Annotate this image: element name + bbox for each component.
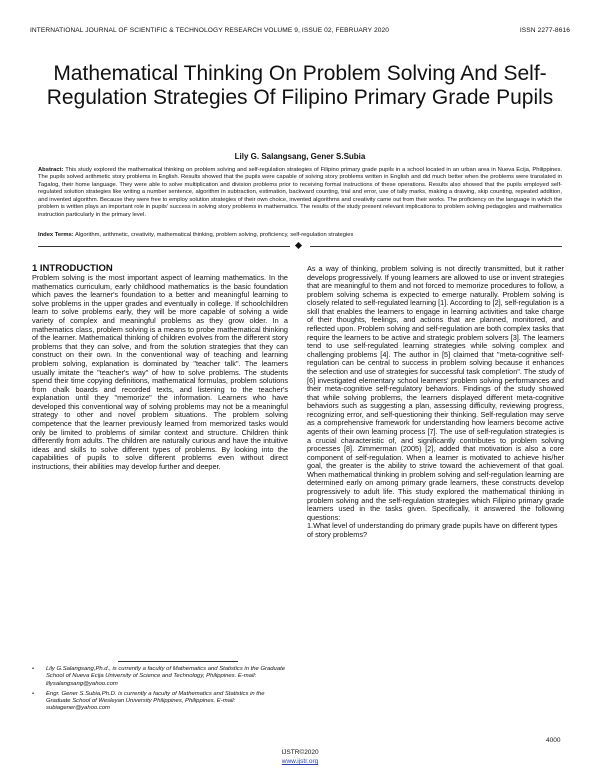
- footnote-bullet: •: [32, 666, 35, 672]
- intro-paragraph-1: Problem solving is the most important aspect of learning mathematics. In the mathematics curriculum, early childhood mathematics is the basic foundation which paves the learner's foundation to a better and meaningful learning to solve problems in the upper grades and eventually in college. If schoolchildren learn to solve problems early, they will be more capable of solving a wide variety of complex and meaningful problems as they grow older. In a mathematics class, problem solving is a means to probe mathematical thinking of the learner. Mathematical thinking of children evolves from the different story problems that they can solve, and from the solution strategies that they can construct on their own. In the conventional way of teaching and learning problem solving, explanation is dominated by "teacher talk". The learners usually imitate the "teacher's way" of how to solve problems. The students spend their time copying definitions, mathematical formulas, problem solutions from chalk boards and recorded texts, and listening to the teacher's explanation until they "memorize" the information. Learners who have developed this conventional way of solving problems may not be a meaningful strategy to other and novel problem situations. The problem solving competence that the learner previously learned from memorized tasks would only be limited to problems of similar context and structure. Children think differently from adults. The children are naturally curious and have the intuitive ideas and skills to solve different types of problems. By looking into the capabilities of pupils to solve different problems even without direct instructions, their abilities may develop further and deeper.: [32, 273, 288, 471]
- abstract-text: This study explored the mathematical thinking on problem solving and self-regulation strategies of Filipino primary grade pupils in a school located in an urban area in Nueva Ecija, Philippines. The pupils solved arithmetic story problems in English. Results showed that the pupils were capable of solving story problems written in English and did much better when the problems were translated in Tagalog, their home language. They were able to solve multiplication and division problems prior to receiving formal instructions of these operations. Results also showed that the pupils employed self-regulated solution strategies like writing a number sentence, algorithm in subtraction, estimation, backward counting, trial and error, use of tally marks, making a drawing, skip counting, repeated addition, and invented algorithm. Because they were free to employ solution strategies of their own choice, invented algorithms and creativity came out from their works. The proficiency on the language in which the problem is written plays an important role in pupils' success in solving story problems in mathematics. The results of the study present relevant implications to problem solving pedagogies and mathematics instruction particularly in the primary level.: [38, 167, 562, 218]
- left-column: [32, 265, 288, 471]
- right-column: [307, 265, 564, 540]
- abstract-label: Abstract:: [38, 167, 64, 173]
- diamond-icon: [295, 242, 302, 249]
- index-terms-text: Algorithm, arithmetic, creativity, mathematical thinking, problem solving, proficiency, self-regulation strategies: [73, 232, 354, 238]
- footnote-item: [32, 691, 287, 713]
- index-terms-label: Index Terms:: [38, 232, 74, 238]
- journal-name: INTERNATIONAL JOURNAL OF SCIENTIFIC & TECHNOLOGY RESEARCH VOLUME 9, ISSUE 02, FEBRUARY 2020: [30, 27, 390, 34]
- running-header: [30, 27, 570, 34]
- section-heading: 1 INTRODUCTION: [32, 263, 113, 274]
- copyright: IJSTR©2020: [281, 749, 319, 756]
- issn: ISSN 2277-8616: [519, 27, 570, 34]
- divider-line-right: [310, 246, 562, 247]
- research-question-1: 1.What level of understanding do primary grade pupils have on different types of story problems?: [307, 521, 558, 539]
- index-terms: [38, 232, 562, 239]
- journal-url-link[interactable]: www.ijstr.org: [281, 758, 319, 765]
- page-number: 4000: [546, 737, 561, 744]
- abstract: [38, 167, 562, 219]
- footnote-item: [32, 666, 287, 688]
- footnote-text: Engr. Gener S.Subia,Ph.D. is currently a faculty of Mathematics and Statistics in the Graduate School of Wesleyan University Philippines, Philippines. E-mail: subiagener@yahoo.com: [46, 690, 265, 712]
- footnote-bullet: •: [32, 690, 35, 697]
- authors: Lily G. Salangsang, Gener S.Subia: [234, 152, 366, 161]
- divider-line-left: [38, 246, 290, 247]
- footnote-text: Lily G.Salangsang,Ph.d., is currently a faculty of Mathematics and Statistics in the Graduate School of Nueva Ecija University of Science and Technology, Philippines. E-mail: lilysalangsang@yahoo.com: [46, 666, 286, 687]
- intro-paragraph-2: As a way of thinking, problem solving is not directly transmitted, but it rather develops progressively. If young learners are allowed to use or invent strategies that are meaningful to them and not forced to memorize procedures to follow, a problem solving schema is expected to emerge naturally. Problem solving is closely related to self-regulated learning [1]. According to [2], self-regulation is a skill that enables the learners to engage in learning activities and take charge of their thoughts, feelings, and actions that are planned, monitored, and reflected upon. Problem solving and self-regulation are both complex tasks that require the learners to be active and strategic problem solvers [3]. The learners tend to use self-regulated learning strategies while solving complex and challenging problems [4]. The author in [5] claimed that "meta-cognitive self-regulation can be central to success in problem solving because it enhances the selection and use of strategies for successful task completion". The study of [6] investigated elementary school learners' problem solving performances and their meta-cognitive self-regulatory behaviors. Findings of the study showed that while solving problems, the learners displayed different meta-cognitive behaviors such as suggesting a plan, assessing difficulty, reviewing progress, recognizing error, and self-questioning their thinking. Self-regulation may serve as a comprehensive framework for understanding how learners become active agents of their own learning process [7]. The use of self-regulation strategies is a crucial characteristic of, and significantly contributes to problem solving processes [8]. Zimmerman (2005) [2], added that motivation is also a core component of self-regulation. When a learner is motivated to achieve his/her goal, the greater is the ability to strive toward the achievement of that goal. When mathematical thinking in problem solving and self-regulation learning are determined early on among primary grade learners, these constructs develop progressively to adult life. This study explored the mathematical thinking in problem solving and the self-regulation strategies which Filipino primary grade learners used in the tasks given. Specifically, it answered the following questions:: [307, 264, 565, 522]
- paper-title: Mathematical Thinking On Problem Solving And Self-Regulation Strategies Of Filipino Primary Grade Pupils: [46, 62, 554, 109]
- section-divider: [38, 243, 562, 251]
- page-footer: [0, 748, 600, 766]
- author-footnotes: [32, 666, 287, 716]
- footnote-rule: [118, 661, 238, 662]
